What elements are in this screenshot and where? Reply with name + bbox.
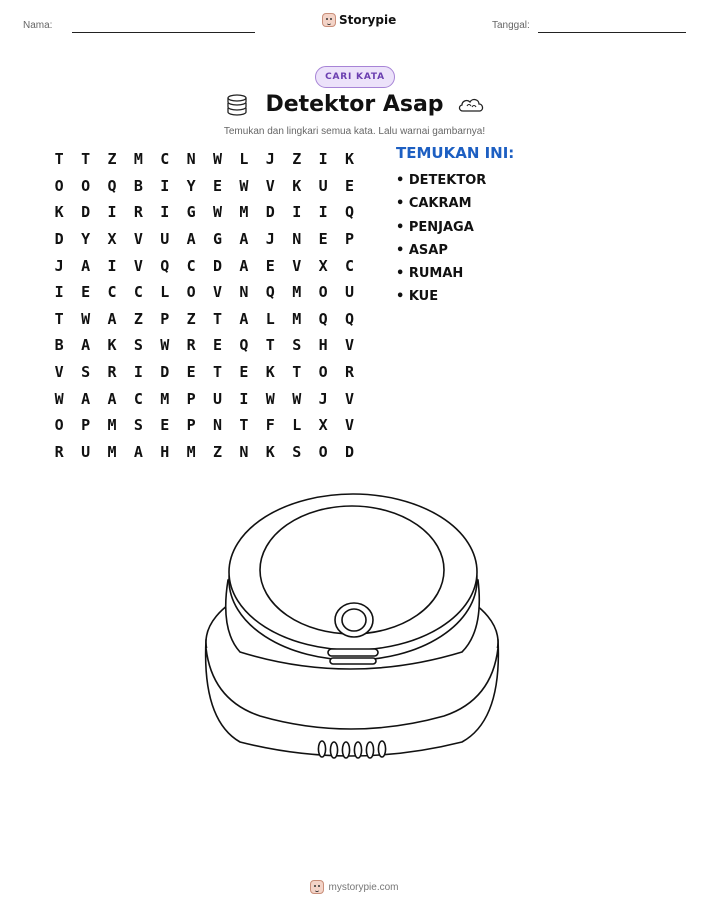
brand-header: [322, 13, 396, 27]
grid-letter[interactable]: C: [344, 256, 354, 275]
grid-letter[interactable]: S: [292, 442, 302, 461]
grid-letter[interactable]: I: [318, 150, 328, 169]
grid-letter[interactable]: Q: [344, 203, 354, 222]
grid-letter[interactable]: E: [318, 230, 328, 249]
grid-letter[interactable]: Z: [213, 442, 223, 461]
grid-letter[interactable]: E: [160, 416, 170, 435]
word-list-item: • DETEKTOR: [396, 173, 487, 188]
category-badge: CARI KATA: [315, 66, 395, 88]
grid-letter[interactable]: T: [81, 150, 91, 169]
grid-letter[interactable]: A: [133, 442, 143, 461]
grid-letter[interactable]: D: [213, 256, 223, 275]
grid-letter[interactable]: A: [107, 389, 117, 408]
grid-letter[interactable]: N: [186, 150, 196, 169]
grid-letter[interactable]: T: [292, 363, 302, 382]
grid-letter[interactable]: R: [107, 363, 117, 382]
grid-letter[interactable]: C: [133, 389, 143, 408]
grid-letter[interactable]: O: [318, 442, 328, 461]
grid-row: [46, 439, 363, 466]
grid-letter[interactable]: W: [213, 203, 223, 222]
grid-letter[interactable]: Q: [318, 309, 328, 328]
grid-letter[interactable]: M: [133, 150, 143, 169]
grid-letter[interactable]: A: [239, 256, 249, 275]
date-label: Tanggal:: [492, 20, 530, 31]
grid-letter[interactable]: I: [239, 389, 249, 408]
grid-letter[interactable]: P: [160, 309, 170, 328]
grid-letter[interactable]: E: [239, 363, 249, 382]
grid-letter[interactable]: D: [81, 203, 91, 222]
grid-letter[interactable]: T: [54, 309, 64, 328]
storypie-logo-icon: [322, 13, 336, 27]
grid-letter[interactable]: E: [81, 283, 91, 302]
grid-row: [46, 385, 363, 412]
grid-letter[interactable]: D: [160, 363, 170, 382]
grid-letter[interactable]: Q: [344, 309, 354, 328]
grid-letter[interactable]: E: [213, 336, 223, 355]
grid-letter[interactable]: I: [107, 203, 117, 222]
brand-name: Storypie: [339, 13, 397, 27]
grid-letter[interactable]: O: [318, 283, 328, 302]
grid-row: [46, 306, 363, 333]
grid-letter[interactable]: A: [239, 230, 249, 249]
grid-letter[interactable]: A: [186, 230, 196, 249]
smoke-detector-illustration: [200, 480, 510, 780]
grid-letter[interactable]: O: [81, 176, 91, 195]
grid-letter[interactable]: H: [160, 442, 170, 461]
grid-letter[interactable]: L: [239, 150, 249, 169]
grid-letter[interactable]: I: [292, 203, 302, 222]
grid-letter[interactable]: W: [81, 309, 91, 328]
word-list-item: • KUE: [396, 289, 439, 305]
word-list-item: • RUMAH: [396, 266, 464, 282]
grid-row: [46, 252, 363, 279]
grid-letter[interactable]: W: [292, 389, 302, 408]
grid-row: [46, 226, 363, 253]
grid-letter[interactable]: C: [160, 150, 170, 169]
grid-letter[interactable]: P: [344, 230, 354, 249]
grid-letter[interactable]: R: [133, 203, 143, 222]
grid-letter[interactable]: M: [239, 203, 249, 222]
grid-letter[interactable]: M: [292, 309, 302, 328]
grid-letter[interactable]: U: [81, 442, 91, 461]
grid-letter[interactable]: Z: [292, 150, 302, 169]
grid-letter[interactable]: L: [265, 309, 275, 328]
grid-letter[interactable]: S: [133, 336, 143, 355]
grid-letter[interactable]: Y: [186, 176, 196, 195]
grid-letter[interactable]: R: [344, 363, 354, 382]
grid-letter[interactable]: G: [213, 230, 223, 249]
grid-letter[interactable]: K: [344, 150, 354, 169]
grid-letter[interactable]: X: [107, 230, 117, 249]
grid-letter[interactable]: V: [344, 416, 354, 435]
grid-letter[interactable]: Q: [107, 176, 117, 195]
grid-letter[interactable]: Z: [186, 309, 196, 328]
grid-letter[interactable]: M: [186, 442, 196, 461]
grid-letter[interactable]: K: [265, 442, 275, 461]
grid-letter[interactable]: P: [186, 416, 196, 435]
grid-letter[interactable]: N: [292, 230, 302, 249]
grid-letter[interactable]: X: [318, 416, 328, 435]
grid-letter[interactable]: K: [292, 176, 302, 195]
grid-letter[interactable]: R: [54, 442, 64, 461]
grid-letter[interactable]: B: [54, 336, 64, 355]
grid-letter[interactable]: N: [213, 416, 223, 435]
grid-letter[interactable]: W: [160, 336, 170, 355]
grid-letter[interactable]: Z: [107, 150, 117, 169]
grid-letter[interactable]: O: [318, 363, 328, 382]
grid-letter[interactable]: C: [133, 283, 143, 302]
grid-letter[interactable]: I: [107, 256, 117, 275]
grid-letter[interactable]: P: [186, 389, 196, 408]
grid-row: [46, 412, 363, 439]
grid-row: [46, 173, 363, 200]
grid-letter[interactable]: V: [133, 256, 143, 275]
grid-row: [46, 359, 363, 386]
grid-letter[interactable]: W: [239, 176, 249, 195]
grid-letter[interactable]: V: [133, 230, 143, 249]
grid-letter[interactable]: I: [318, 203, 328, 222]
grid-letter[interactable]: Y: [81, 230, 91, 249]
word-list-item: • CAKRAM: [396, 196, 472, 212]
grid-row: [46, 146, 363, 173]
grid-letter[interactable]: T: [213, 309, 223, 328]
grid-letter[interactable]: Q: [239, 336, 249, 355]
grid-letter[interactable]: I: [160, 176, 170, 195]
grid-letter[interactable]: E: [186, 363, 196, 382]
instructions: Temukan dan lingkari semua kata. Lalu warnai gambarnya!: [223, 126, 486, 137]
grid-letter[interactable]: K: [54, 203, 64, 222]
smoke-cloud-icon: [457, 95, 485, 117]
grid-letter[interactable]: Q: [265, 283, 275, 302]
grid-letter[interactable]: M: [292, 283, 302, 302]
grid-letter[interactable]: T: [54, 150, 64, 169]
name-label: Nama:: [23, 20, 53, 31]
word-list: [396, 171, 486, 311]
grid-letter[interactable]: A: [81, 389, 91, 408]
grid-letter[interactable]: K: [107, 336, 117, 355]
grid-letter[interactable]: A: [81, 336, 91, 355]
grid-letter[interactable]: W: [54, 389, 64, 408]
grid-letter[interactable]: O: [54, 416, 64, 435]
grid-letter[interactable]: O: [54, 176, 64, 195]
grid-letter[interactable]: D: [54, 230, 64, 249]
grid-letter[interactable]: S: [133, 416, 143, 435]
grid-letter[interactable]: I: [160, 203, 170, 222]
grid-letter[interactable]: C: [107, 283, 117, 302]
grid-letter[interactable]: A: [81, 256, 91, 275]
grid-letter[interactable]: R: [186, 336, 196, 355]
grid-letter[interactable]: T: [265, 336, 275, 355]
grid-letter[interactable]: T: [239, 416, 249, 435]
word-list-item: • PENJAGA: [396, 219, 474, 235]
date-line[interactable]: [538, 32, 686, 33]
grid-letter[interactable]: L: [160, 283, 170, 302]
word-list-heading: TEMUKAN INI:: [396, 144, 515, 162]
grid-letter[interactable]: G: [186, 203, 196, 222]
grid-row: [46, 279, 363, 306]
footer-logo-icon: [310, 880, 324, 894]
page-title: Detektor Asap: [265, 92, 444, 117]
grid-letter[interactable]: V: [54, 363, 64, 382]
grid-letter[interactable]: H: [318, 336, 328, 355]
grid-letter[interactable]: N: [239, 283, 249, 302]
grid-letter[interactable]: N: [239, 442, 249, 461]
grid-letter[interactable]: D: [265, 203, 275, 222]
grid-letter[interactable]: Q: [160, 256, 170, 275]
grid-letter[interactable]: J: [318, 389, 328, 408]
grid-letter[interactable]: K: [265, 363, 275, 382]
grid-letter[interactable]: C: [186, 256, 196, 275]
grid-letter[interactable]: M: [160, 389, 170, 408]
grid-letter[interactable]: F: [265, 416, 275, 435]
grid-letter[interactable]: U: [318, 176, 328, 195]
grid-letter[interactable]: V: [265, 176, 275, 195]
grid-letter[interactable]: J: [265, 230, 275, 249]
grid-letter[interactable]: M: [107, 442, 117, 461]
grid-letter[interactable]: T: [213, 363, 223, 382]
word-search-grid: [46, 146, 363, 465]
grid-letter[interactable]: E: [344, 176, 354, 195]
grid-letter[interactable]: A: [239, 309, 249, 328]
grid-letter[interactable]: W: [265, 389, 275, 408]
name-line[interactable]: [72, 32, 255, 33]
grid-letter[interactable]: U: [344, 283, 354, 302]
word-list-item: • ASAP: [396, 242, 448, 258]
grid-letter[interactable]: B: [133, 176, 143, 195]
grid-letter[interactable]: O: [186, 283, 196, 302]
grid-letter[interactable]: X: [318, 256, 328, 275]
grid-letter[interactable]: S: [292, 336, 302, 355]
grid-letter[interactable]: I: [133, 363, 143, 382]
grid-letter[interactable]: L: [292, 416, 302, 435]
grid-letter[interactable]: E: [265, 256, 275, 275]
grid-letter[interactable]: P: [81, 416, 91, 435]
grid-row: [46, 332, 363, 359]
footer: [0, 880, 709, 894]
grid-letter[interactable]: E: [213, 176, 223, 195]
grid-letter[interactable]: V: [344, 336, 354, 355]
grid-letter[interactable]: A: [107, 309, 117, 328]
grid-letter[interactable]: Z: [133, 309, 143, 328]
grid-letter[interactable]: V: [344, 389, 354, 408]
grid-letter[interactable]: I: [54, 283, 64, 302]
grid-letter[interactable]: J: [265, 150, 275, 169]
grid-letter[interactable]: W: [213, 150, 223, 169]
grid-letter[interactable]: S: [81, 363, 91, 382]
grid-letter[interactable]: V: [213, 283, 223, 302]
grid-letter[interactable]: D: [344, 442, 354, 461]
footer-url[interactable]: mystorypie.com: [328, 881, 399, 893]
grid-letter[interactable]: M: [107, 416, 117, 435]
grid-letter[interactable]: J: [54, 256, 64, 275]
grid-row: [46, 199, 363, 226]
grid-letter[interactable]: V: [292, 256, 302, 275]
grid-letter[interactable]: U: [213, 389, 223, 408]
grid-letter[interactable]: U: [160, 230, 170, 249]
